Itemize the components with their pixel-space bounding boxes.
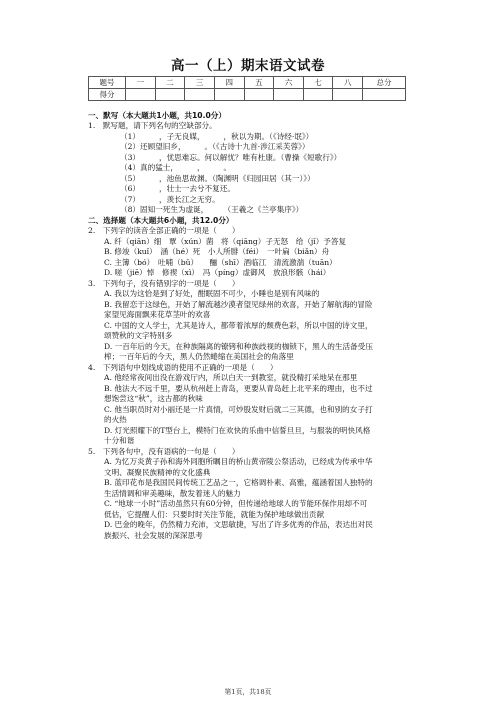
text-line: 3. 下列句子，没有错别字的一项是（ ）	[88, 279, 240, 288]
table-cell: 七	[303, 77, 333, 89]
text-line: （8）固知一死生为虚诞， （王羲之《兰亭集序》）	[120, 205, 304, 214]
text-line: 5. 下列各句中，没有语病的一句是（ ）	[88, 447, 240, 456]
text-line: 榨；一百年后的今天，黑人仍然蜷缩在美国社会的角落里	[104, 352, 294, 361]
table-cell: 题号	[89, 77, 126, 89]
table-cell: 一	[126, 77, 156, 89]
score-cell	[303, 89, 333, 101]
text-line: 家望见海面飘来花草茎叶的欢喜	[104, 310, 211, 319]
text-line: 颂赞秋的文字特别多	[104, 331, 173, 340]
score-cell	[244, 89, 274, 101]
table-cell: 二	[155, 77, 185, 89]
section-heading: 一、默写（本大题共1小题，共10.0分）	[88, 111, 226, 120]
text-line: A. 为忆万炎黄子孙和海外同胞所瞩目的桥山黄帝陵公祭活动，已经成为传承中华	[104, 457, 373, 466]
table-cell: 得分	[89, 89, 126, 101]
text-line: 的火热	[104, 415, 127, 424]
text-line: 1. 默写题，请下列名句的空缺部分。	[88, 121, 217, 130]
text-line: A. 他经常夜间出没在游戏厅内，所以白天一到教室，就没精打采地呆在那里	[104, 373, 358, 382]
text-line: （4）真的猛士， ， 。	[120, 163, 232, 172]
text-line: C. 中国的文人学士，尤其是诗人，都带着浓厚的颓费色彩，所以中国的诗文里，	[104, 321, 373, 330]
score-cell	[155, 89, 185, 101]
page-footer: 第1页，共18页	[224, 688, 272, 696]
table-cell: 三	[185, 77, 215, 89]
table-cell: 八	[333, 77, 363, 89]
table-cell: 五	[244, 77, 274, 89]
table-cell: 六	[274, 77, 304, 89]
text-line: C. “地球一小时”活动虽然只有60分钟，但传递给地球人的节能环保作用却不可	[104, 499, 368, 508]
score-table-score-row	[89, 89, 406, 101]
text-line: A. 我以为这恰是到了好处，酣眠固不可少，小睡也是别有风味的	[104, 289, 320, 298]
score-table	[88, 76, 406, 101]
text-line: 低估，它提醒人们：只要时时关注节能，就能为保护地球做出贡献	[104, 510, 325, 519]
page-title: 高一（上）期末语文试卷	[171, 58, 325, 74]
text-line: B. 修竣（kuǐ） 涵（hé）死 小人所腓（féi） 一叶扁（biǎn）舟	[104, 247, 330, 256]
text-line: 十分和谐	[104, 436, 135, 445]
score-cell	[214, 89, 244, 101]
text-line: （1） ，子无良媒， ，秋以为期。（《诗经·氓》）	[120, 132, 314, 141]
text-line: D. 嗟（jiē）悼 修禊（xì） 冯（píng）虚御风 放浪形骸（hái）	[104, 268, 331, 277]
text-line: （2）还顾望旧乡， 。（《古诗十九首·涉江采芙蓉》）	[120, 142, 310, 151]
text-line: A. 纤（qiān）细 覃（xún）菌 将（qiāng）子无怒 给（jǐ）予答复	[104, 237, 347, 246]
score-cell	[333, 89, 363, 101]
text-line: 2. 下列字的读音全部正确的一项是（ ）	[88, 226, 240, 235]
text-line: 4. 下列语句中划线成语的使用不正确的一项是（ ）	[88, 363, 278, 372]
text-line: D. 巴金的晚年，仍然精力充沛，文思敏捷，写出了许多优秀的作品，表达出对民	[104, 520, 373, 529]
text-line: C. 主簿（bó） 吐哺（bǔ） 酾（shī）酒临江 清流激湍（tuān）	[104, 258, 337, 267]
table-cell: 四	[214, 77, 244, 89]
score-table-header-row	[89, 77, 406, 89]
text-line: 生活情调和审美趣味，散发着迷人的魅力	[104, 489, 241, 498]
text-line: B. 他法大不远千里，要从杭州赶上青岛，更要从青岛赶上北平来的理由，也不过	[104, 384, 373, 393]
text-line: B. 我留恋于这绿色，开始了解流越沙漠者望见绿州的欢喜，开始了解航海的冒险	[104, 300, 373, 309]
text-line: （3） ，忧思难忘。何以解忧？唯有杜康。（曹操《短歌行》）	[120, 153, 342, 162]
text-line: （7） ，羡长江之无穷。	[120, 195, 220, 204]
text-line: B. 蓝印花布是我国民间传统工艺品之一，它格调朴素、高雅，蕴涵着国人独特的	[104, 478, 373, 487]
section-heading: 二、选择题（本大题共6小题，共12.0分）	[88, 216, 234, 225]
score-cell	[274, 89, 304, 101]
text-line: 文明、凝聚民族精神的文化盛典	[104, 468, 211, 477]
text-line: C. 他当职员时对小丽还是一片真情，可炒股发财后就二三其德，也和别的女子打	[104, 405, 373, 414]
score-cell	[126, 89, 156, 101]
text-line: 想饱尝这“秋”，这古都的秋味	[104, 394, 203, 403]
table-cell: 总分	[363, 77, 406, 89]
text-line: D. 一百年后的今天，在种族隔离的镣铐和种族歧视的枷锁下，黑人的生活备受压	[104, 342, 373, 351]
score-cell	[363, 89, 406, 101]
score-cell	[185, 89, 215, 101]
text-line: 族振兴、社会发展的深深思考	[104, 531, 203, 540]
text-line: （6） ，壮士一去兮不复还。	[120, 184, 235, 193]
text-line: D. 灯光照耀下的T型台上，模特门在欢快的乐曲中信誓旦旦，与服装的明快风格	[104, 426, 371, 435]
text-line: （5） ，池鱼思故渊。（陶渊明《归园田居（其一）》）	[120, 174, 315, 183]
